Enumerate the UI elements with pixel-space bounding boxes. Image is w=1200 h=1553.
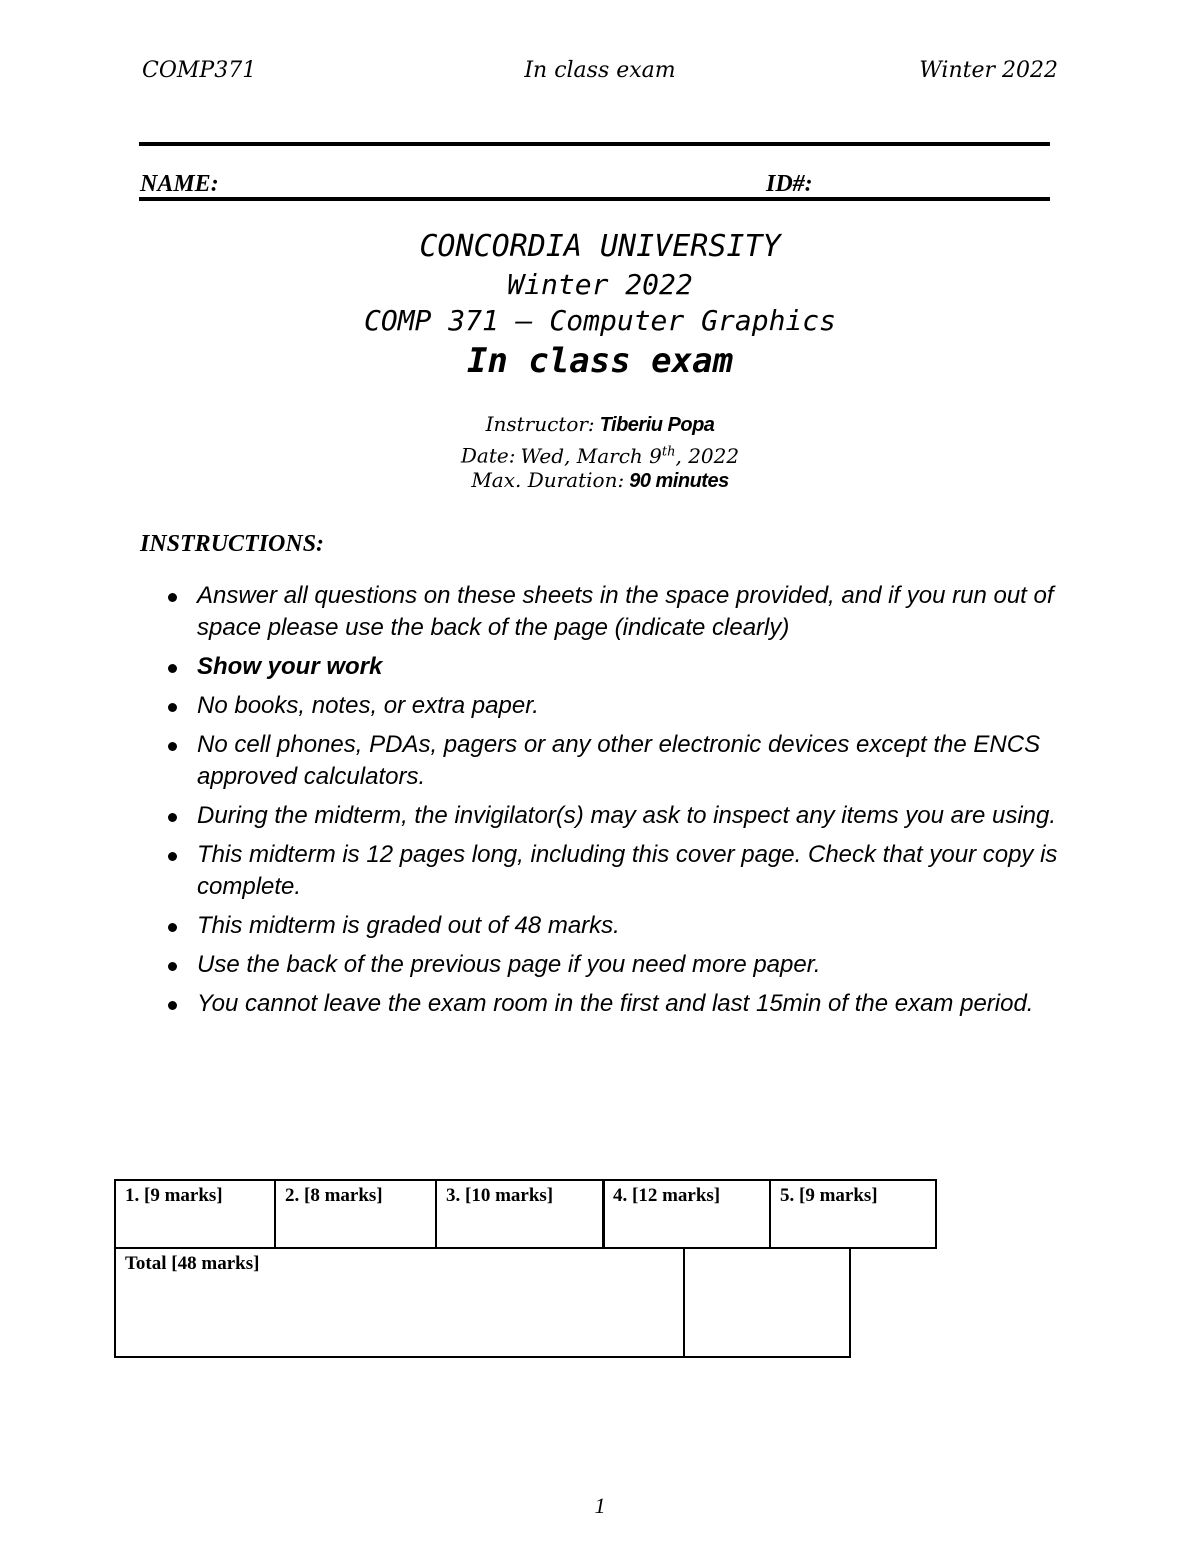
instruction-item: Use the back of the previous page if you need more paper.: [161, 949, 1066, 981]
date-label: Date:: [460, 443, 516, 468]
bullet-icon: [168, 703, 177, 712]
instruction-item: This midterm is 12 pages long, including this cover page. Check that your copy is complete.: [161, 839, 1066, 903]
marks-cell-q4: 4. [12 marks]: [602, 1179, 771, 1249]
page-number: 1: [594, 1493, 606, 1518]
marks-cell-q1: 1. [9 marks]: [114, 1179, 276, 1249]
instructions-heading: INSTRUCTIONS:: [140, 531, 325, 557]
date-value: Wed, March 9th, 2022: [520, 443, 740, 468]
instructions-list: [161, 580, 1066, 1027]
marks-cell-q2: 2. [8 marks]: [274, 1179, 437, 1249]
marks-cell-q5: 5. [9 marks]: [769, 1179, 937, 1249]
name-label: NAME:: [140, 171, 219, 197]
bullet-icon: [168, 962, 177, 971]
instruction-item: Show your work: [161, 651, 1066, 683]
marks-cell-total-label: Total [48 marks]: [114, 1247, 685, 1358]
marks-cell-q3: 3. [10 marks]: [435, 1179, 605, 1249]
instructor-name: Tiberiu Popa: [599, 414, 715, 436]
exam-title: In class exam: [466, 341, 734, 381]
instruction-item: This midterm is graded out of 48 marks.: [161, 910, 1066, 942]
running-header-course: COMP371: [142, 58, 257, 83]
instruction-item: You cannot leave the exam room in the first and last 15min of the exam period.: [161, 988, 1066, 1020]
running-header-term: Winter 2022: [919, 58, 1058, 83]
bullet-icon: [168, 852, 177, 861]
bullet-icon: [168, 593, 177, 602]
university-title: CONCORDIA UNIVERSITY: [419, 229, 781, 264]
course-title: COMP 371 – Computer Graphics: [363, 304, 836, 337]
bullet-icon: [168, 1001, 177, 1010]
bullet-icon: [168, 742, 177, 751]
instructor-label: Instructor:: [485, 412, 595, 436]
instruction-item: During the midterm, the invigilator(s) may ask to inspect any items you are using.: [161, 800, 1066, 832]
duration-label: Max. Duration:: [471, 468, 625, 492]
bullet-icon: [168, 813, 177, 822]
duration-line: [0, 466, 1200, 495]
instruction-item: No books, notes, or extra paper.: [161, 690, 1066, 722]
marks-cell-total-score: [683, 1247, 851, 1358]
instruction-item: No cell phones, PDAs, pagers or any other electronic devices except the ENCS approved calculators.: [161, 729, 1066, 793]
id-label: ID#:: [766, 171, 813, 197]
name-id-rule: [139, 197, 1050, 201]
term-title: Winter 2022: [507, 268, 693, 301]
duration-value: 90 minutes: [629, 470, 729, 492]
running-header-title: In class exam: [524, 58, 676, 83]
instructor-line: [0, 410, 1200, 439]
bullet-icon: [168, 923, 177, 932]
bullet-icon: [168, 664, 177, 673]
top-rule: [139, 142, 1050, 146]
instruction-item: Answer all questions on these sheets in the space provided, and if you run out of space please use the back of the page (indicate clearly): [161, 580, 1066, 644]
